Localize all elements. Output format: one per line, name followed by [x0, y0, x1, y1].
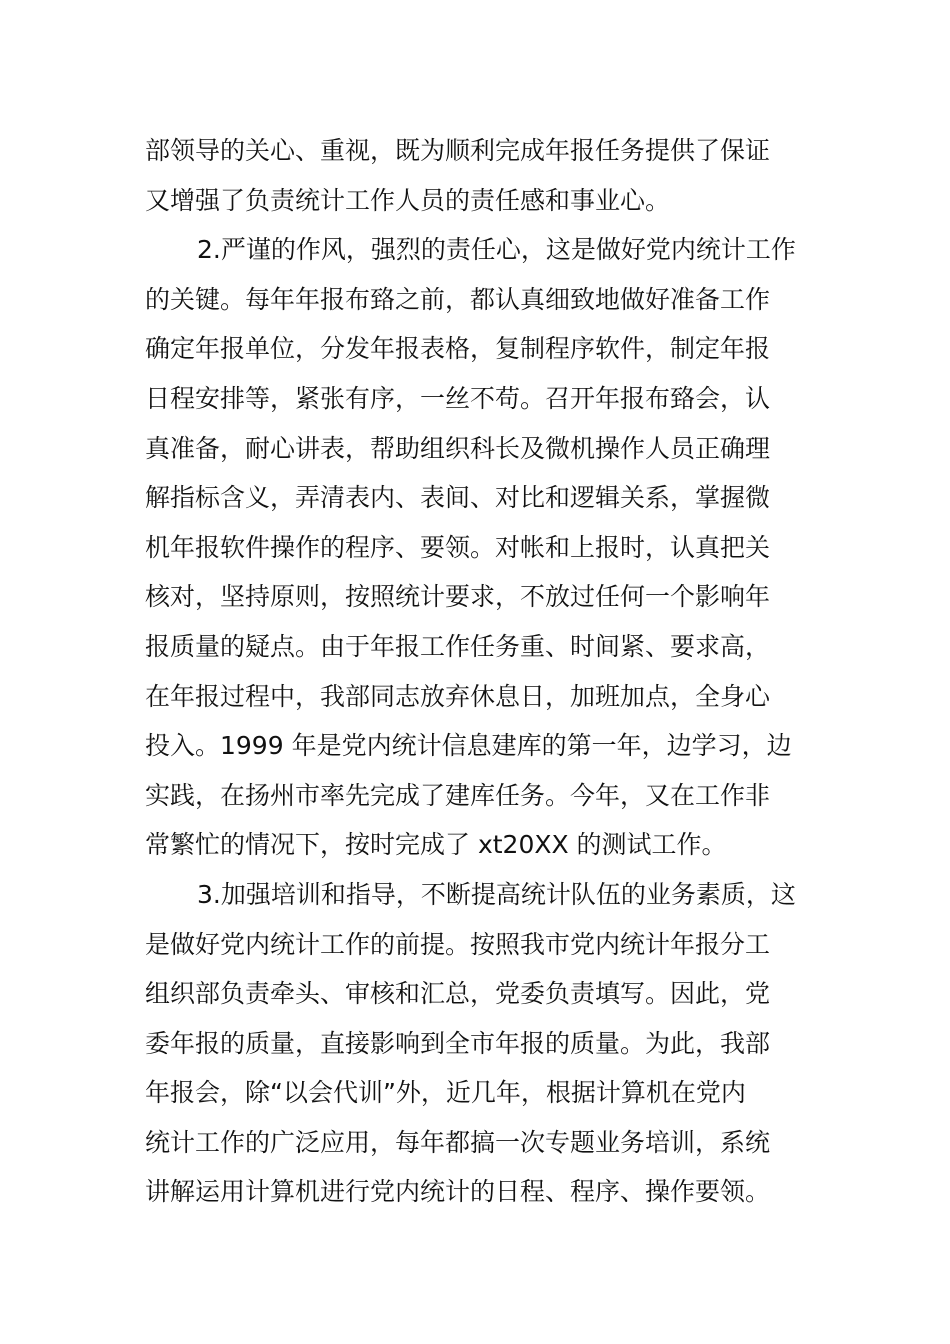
paragraph-start-line: 3.加强培训和指导，不断提高统计队伍的业务素质，这	[197, 879, 796, 909]
text-line: 确定年报单位，分发年报表格，复制程序软件，制定年报	[145, 334, 771, 364]
text-line: 的关键。每年年报布臵之前，都认真细致地做好准备工作	[145, 284, 771, 314]
text-line: 统计工作的广泛应用，每年都搞一次专题业务培训，系统	[145, 1127, 771, 1157]
body-text	[145, 126, 815, 1217]
text-line: 报质量的疑点。由于年报工作任务重、时间紧、要求高，	[145, 631, 771, 661]
text-line: 常繁忙的情况下，按时完成了 xt20XX 的测试工作。	[145, 830, 727, 860]
text-line: 讲解运用计算机进行党内统计的日程、程序、操作要领。	[145, 1177, 771, 1207]
text-line: 投入。1999 年是党内统计信息建库的第一年，边学习，边	[145, 731, 792, 761]
text-line: 是做好党内统计工作的前提。按照我市党内统计年报分工	[145, 929, 771, 959]
text-line: 年报会，除“以会代训”外，近几年，根据计算机在党内	[145, 1078, 746, 1108]
text-line: 核对，坚持原则，按照统计要求，不放过任何一个影响年	[145, 582, 771, 612]
text-line: 在年报过程中，我部同志放弃休息日，加班加点，全身心	[145, 681, 771, 711]
text-line: 组织部负责牵头、审核和汇总，党委负责填写。因此，党	[145, 979, 771, 1009]
text-line: 部领导的关心、重视，既为顺利完成年报任务提供了保证	[145, 136, 771, 165]
text-line: 日程安排等，紧张有序，一丝不苟。召开年报布臵会，认	[145, 383, 771, 413]
text-line: 解指标含义，弄清表内、表间、对比和逻辑关系，掌握微	[145, 483, 771, 513]
text-line: 委年报的质量，直接影响到全市年报的质量。为此，我部	[145, 1028, 771, 1058]
paragraph-start-line: 2.严谨的作风，强烈的责任心，这是做好党内统计工作	[197, 235, 796, 265]
text-line: 又增强了负责统计工作人员的责任感和事业心。	[145, 185, 671, 215]
text-line: 真准备，耐心讲表，帮助组织科长及微机操作人员正确理	[145, 433, 771, 463]
text-line: 实践，在扬州市率先完成了建库任务。今年，又在工作非	[145, 780, 771, 810]
text-line: 机年报软件操作的程序、要领。对帐和上报时，认真把关	[145, 532, 771, 562]
